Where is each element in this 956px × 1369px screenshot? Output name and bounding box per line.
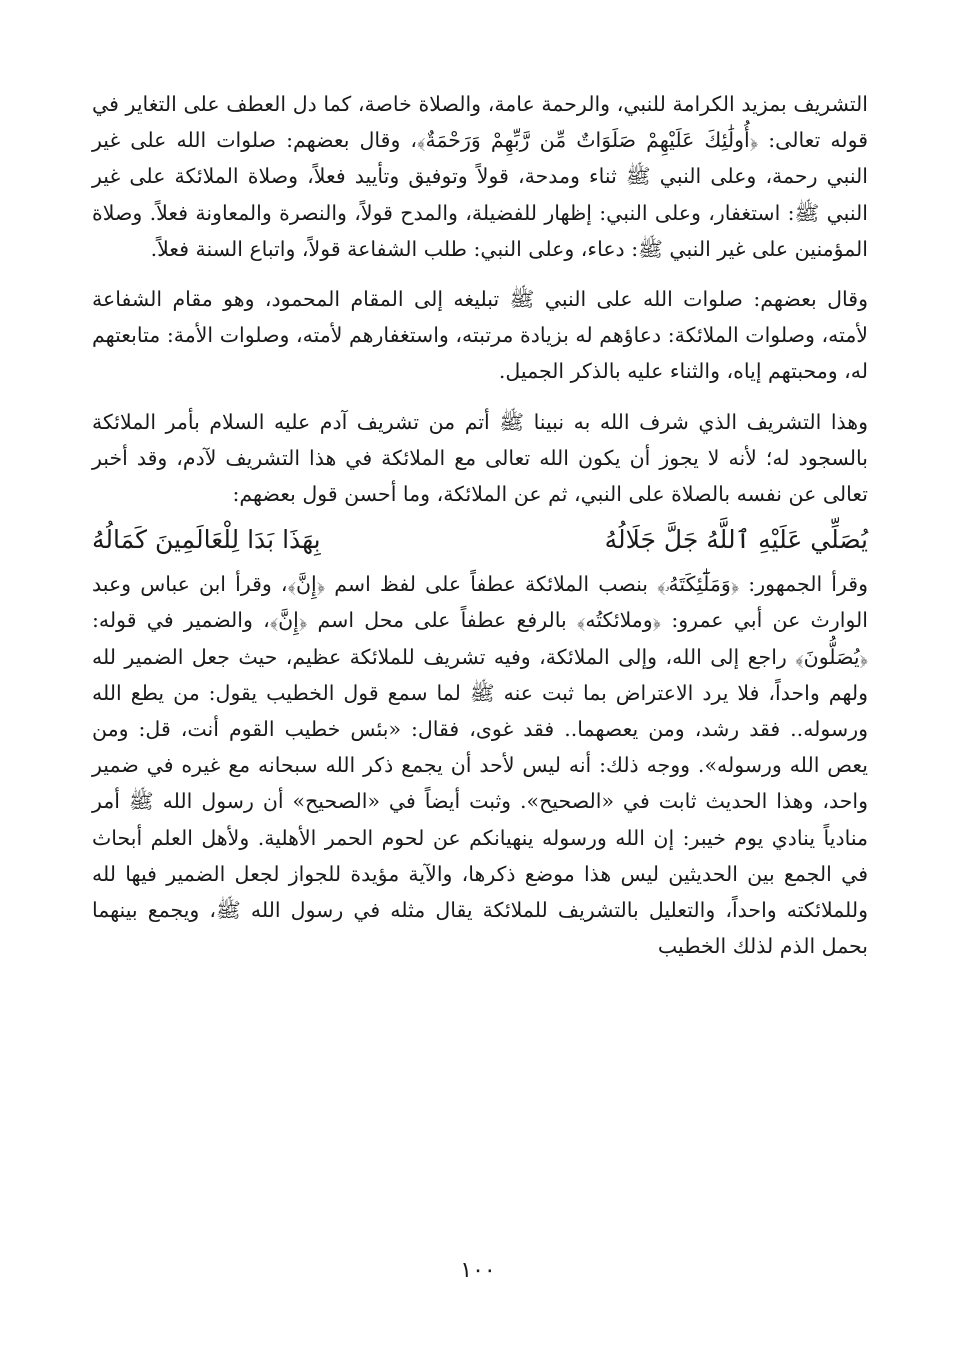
paragraph-3: وهذا التشريف الذي شرف الله به نبينا ﷺ أتم من تشريف آدم عليه السلام بأمر الملائكة بالسجود له؛ لأنه لا يجوز أن يكون الله تعالى مع الملائكة في هذا التشريف لآدم، وقد أخبر تعالى عن نفسه بالصلاة على النبي، ثم عن الملائكة، وما أحسن قول بعضهم: xyxy=(92,409,868,507)
verse-first-hemistich: يُصَلِّي عَلَيْهِ ٱللَّهُ جَلَّ جَلَالُهُ xyxy=(604,525,868,555)
paragraph-2: وقال بعضهم: صلوات الله على النبي ﷺ تبليغه إلى المقام المحمود، وهو مقام الشفاعة لأمته، وصلوات الملائكة: دعاؤهم له بزيادة مرتبته، واستغفارهم لأمته، وصلوات الأمة: متابعتهم له، ومحبتهم إياه، والثناء عليه بالذكر الجميل. xyxy=(92,287,868,384)
poetry-verse xyxy=(92,514,868,566)
page-body xyxy=(92,86,868,964)
page-number: ١٠٠ xyxy=(460,1258,496,1283)
paragraph-4: وقرأ الجمهور: ﴿وَمَلَٰٓئِكَتَهُۥ﴾ بنصب الملائكة عطفاً على لفظ اسم ﴿إِنَّ﴾، وقرأ ابن عباس وعبد الوارث عن أبي عمرو: ﴿وملائكتُه﴾ بالرفع عطفاً على محل اسم ﴿إِنَّ﴾، والضمير في قوله: ﴿يُصَلُّونَ﴾ راجع إلى الله، وإلى الملائكة، وفيه تشريف للملائكة عظيم، حيث جعل الضمير لله ولهم واحداً، فلا يرد الاعتراض بما ثبت عنه ﷺ لما سمع قول الخطيب يقول: من يطع الله ورسوله.. فقد رشد، ومن يعصهما.. فقد غوى، فقال: «بئس خطيب القوم أنت، قل: ومن يعص الله ورسوله». ووجه ذلك: أنه ليس لأحد أن يجمع ذكر الله سبحانه مع غيره في ضمير واحد، وهذا الحديث ثابت في «الصحيح». وثبت أيضاً في «الصحيح» أن رسول الله ﷺ أمر منادياً ينادي يوم خيبر: إن الله ورسوله ينهيانكم عن لحوم الحمر الأهلية. ولأهل العلم أبحاث في الجمع بين الحديثين ليس هذا موضع ذكرها، والآية مؤيدة للجواز لجعل الضمير فيها لله وللملائكته واحداً، والتعليل بالتشريف للملائكة يقال مثله في رسول الله ﷺ، ويجمع بينهما بحمل الذم لذلك الخطيب xyxy=(92,572,868,959)
paragraph-1: التشريف بمزيد الكرامة للنبي، والرحمة عامة، والصلاة خاصة، كما دل العطف على التغاير في قوله تعالى: ﴿أُولَٰئِكَ عَلَيْهِمْ صَلَوَاتٌ مِّن رَّبِّهِمْ وَرَحْمَةٌ﴾، وقال بعضهم: صلوات الله على غير النبي رحمة، وعلى النبي ﷺ ثناء ومدحة، قولاً وتوفيق وتأييد فعلاً، وصلاة الملائكة على غير النبي ﷺ: استغفار، وعلى النبي: إظهار للفضيلة، والمدح قولاً، والنصرة والمعاونة فعلاً. وصلاة المؤمنين على غير النبي ﷺ: دعاء، وعلى النبي: طلب الشفاعة قولاً، واتباع السنة فعلاً. xyxy=(92,92,868,261)
verse-second-hemistich: بِهَذَا بَدَا لِلْعَالَمِينَ كَمَالُهُ xyxy=(92,525,321,555)
